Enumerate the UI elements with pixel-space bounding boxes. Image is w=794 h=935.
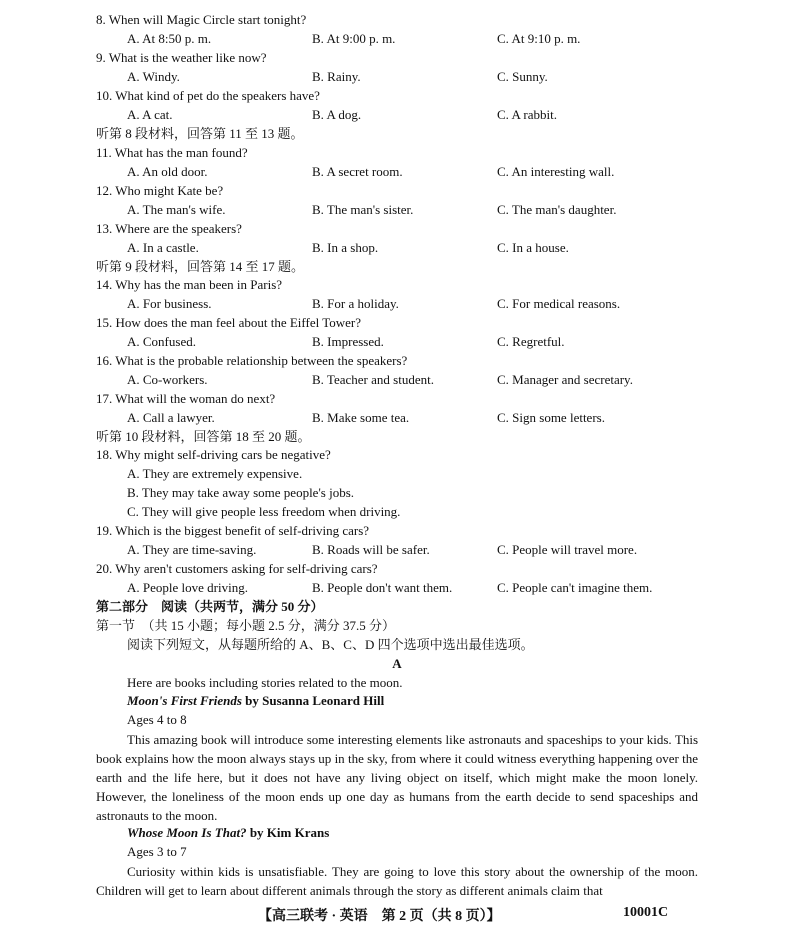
question-11: 11. What has the man found?	[96, 145, 248, 160]
option-b: B. Roads will be safer.	[312, 542, 430, 557]
section-one-title: 第一节 （共 15 小题；每小题 2.5 分，满分 37.5 分）	[96, 618, 396, 633]
book-2-ages: Ages 3 to 7	[127, 844, 187, 859]
option-a: A. An old door.	[127, 164, 208, 179]
option-a: A. Co-workers.	[127, 372, 208, 387]
option-c: C. Sunny.	[497, 69, 548, 84]
question-9: 9. What is the weather like now?	[96, 50, 267, 65]
question-15: 15. How does the man feel about the Eiffel Tower?	[96, 315, 362, 330]
book-2-author: by Kim Krans	[246, 825, 330, 840]
option-b: B. The man's sister.	[312, 202, 414, 217]
book-2-title: Whose Moon Is That?	[127, 825, 247, 840]
option-b: B. A dog.	[312, 107, 362, 122]
footer-page-info: 【高三联考 · 英语 第 2 页（共 8 页）】	[258, 909, 501, 924]
option-a: A. The man's wife.	[127, 202, 226, 217]
book-1-heading	[127, 693, 698, 709]
option-a: A. They are time-saving.	[127, 542, 257, 557]
instruction-section-9: 听第 9 段材料，回答第 14 至 17 题。	[96, 259, 305, 274]
option-c: C. A rabbit.	[497, 107, 557, 122]
question-20: 20. Why aren't customers asking for self-driving cars?	[96, 561, 378, 576]
option-a: A. For business.	[127, 296, 212, 311]
passage-intro: Here are books including stories related to the moon.	[127, 675, 403, 690]
option-c: C. Manager and secretary.	[497, 372, 633, 387]
option-b: B. Teacher and student.	[312, 372, 434, 387]
option-a: A. A cat.	[127, 107, 173, 122]
instruction-section-10: 听第 10 段材料，回答第 18 至 20 题。	[96, 429, 311, 444]
option-c: C. An interesting wall.	[497, 164, 615, 179]
footer-code: 10001C	[623, 905, 669, 920]
option-c: C. People can't imagine them.	[497, 580, 653, 595]
option-c: C. At 9:10 p. m.	[497, 31, 581, 46]
option-a: A. They are extremely expensive.	[127, 466, 303, 481]
option-b: B. A secret room.	[312, 164, 403, 179]
instruction-section-8: 听第 8 段材料，回答第 11 至 13 题。	[96, 126, 304, 141]
book-1-ages: Ages 4 to 8	[127, 712, 187, 727]
book-1-author: by Susanna Leonard Hill	[241, 693, 385, 708]
option-b: B. In a shop.	[312, 240, 379, 255]
option-c: C. Regretful.	[497, 334, 565, 349]
option-c: C. Sign some letters.	[497, 410, 605, 425]
option-c: C. They will give people less freedom when driving.	[127, 504, 401, 519]
reading-instruction: 阅读下列短文，从每题所给的 A、B、C、D 四个选项中选出最佳选项。	[127, 637, 534, 652]
book-1-title: Moon's First Friends	[127, 693, 242, 708]
book-2-heading	[127, 825, 698, 841]
option-b: B. They may take away some people's jobs.	[127, 485, 355, 500]
option-a: A. Windy.	[127, 69, 180, 84]
option-b: B. People don't want them.	[312, 580, 453, 595]
question-14: 14. Why has the man been in Paris?	[96, 277, 283, 292]
option-c: C. In a house.	[497, 240, 569, 255]
option-a: A. Call a lawyer.	[127, 410, 215, 425]
question-13: 13. Where are the speakers?	[96, 221, 242, 236]
question-17: 17. What will the woman do next?	[96, 391, 276, 406]
option-a: A. At 8:50 p. m.	[127, 31, 212, 46]
option-b: B. Rainy.	[312, 69, 361, 84]
question-16: 16. What is the probable relationship between the speakers?	[96, 353, 408, 368]
option-a: A. People love driving.	[127, 580, 248, 595]
option-a: A. Confused.	[127, 334, 196, 349]
question-8: 8. When will Magic Circle start tonight?	[96, 12, 307, 27]
option-b: B. Impressed.	[312, 334, 384, 349]
question-19: 19. Which is the biggest benefit of self-driving cars?	[96, 523, 370, 538]
part-two-title: 第二部分 阅读（共两节，满分 50 分）	[96, 599, 324, 614]
question-18: 18. Why might self-driving cars be negative?	[96, 447, 331, 462]
option-b: B. Make some tea.	[312, 410, 410, 425]
option-c: C. The man's daughter.	[497, 202, 617, 217]
question-10: 10. What kind of pet do the speakers have?	[96, 88, 320, 103]
option-b: B. At 9:00 p. m.	[312, 31, 396, 46]
option-a: A. In a castle.	[127, 240, 199, 255]
book-1-description: This amazing book will introduce some interesting elements like astronauts and spaceships to your kids. This book explains how the moon always stays up in the sky, from where it could witness everything happening over the earth and the life here, but it does not have any living object on itself, which might make the moon lonely. However, the loneliness of the moon ends up one day as humans from the earth decide to send spaceships and astronauts to the moon.	[96, 732, 698, 823]
question-12: 12. Who might Kate be?	[96, 183, 224, 198]
book-2-description: Curiosity within kids is unsatisfiable. They are going to love this story about the ownership of the moon. Children will get to learn about different animals through the story as different animals claim that	[96, 864, 698, 898]
option-c: C. For medical reasons.	[497, 296, 621, 311]
option-c: C. People will travel more.	[497, 542, 638, 557]
passage-label: A	[392, 656, 402, 671]
option-b: B. For a holiday.	[312, 296, 399, 311]
page-footer	[0, 905, 794, 925]
